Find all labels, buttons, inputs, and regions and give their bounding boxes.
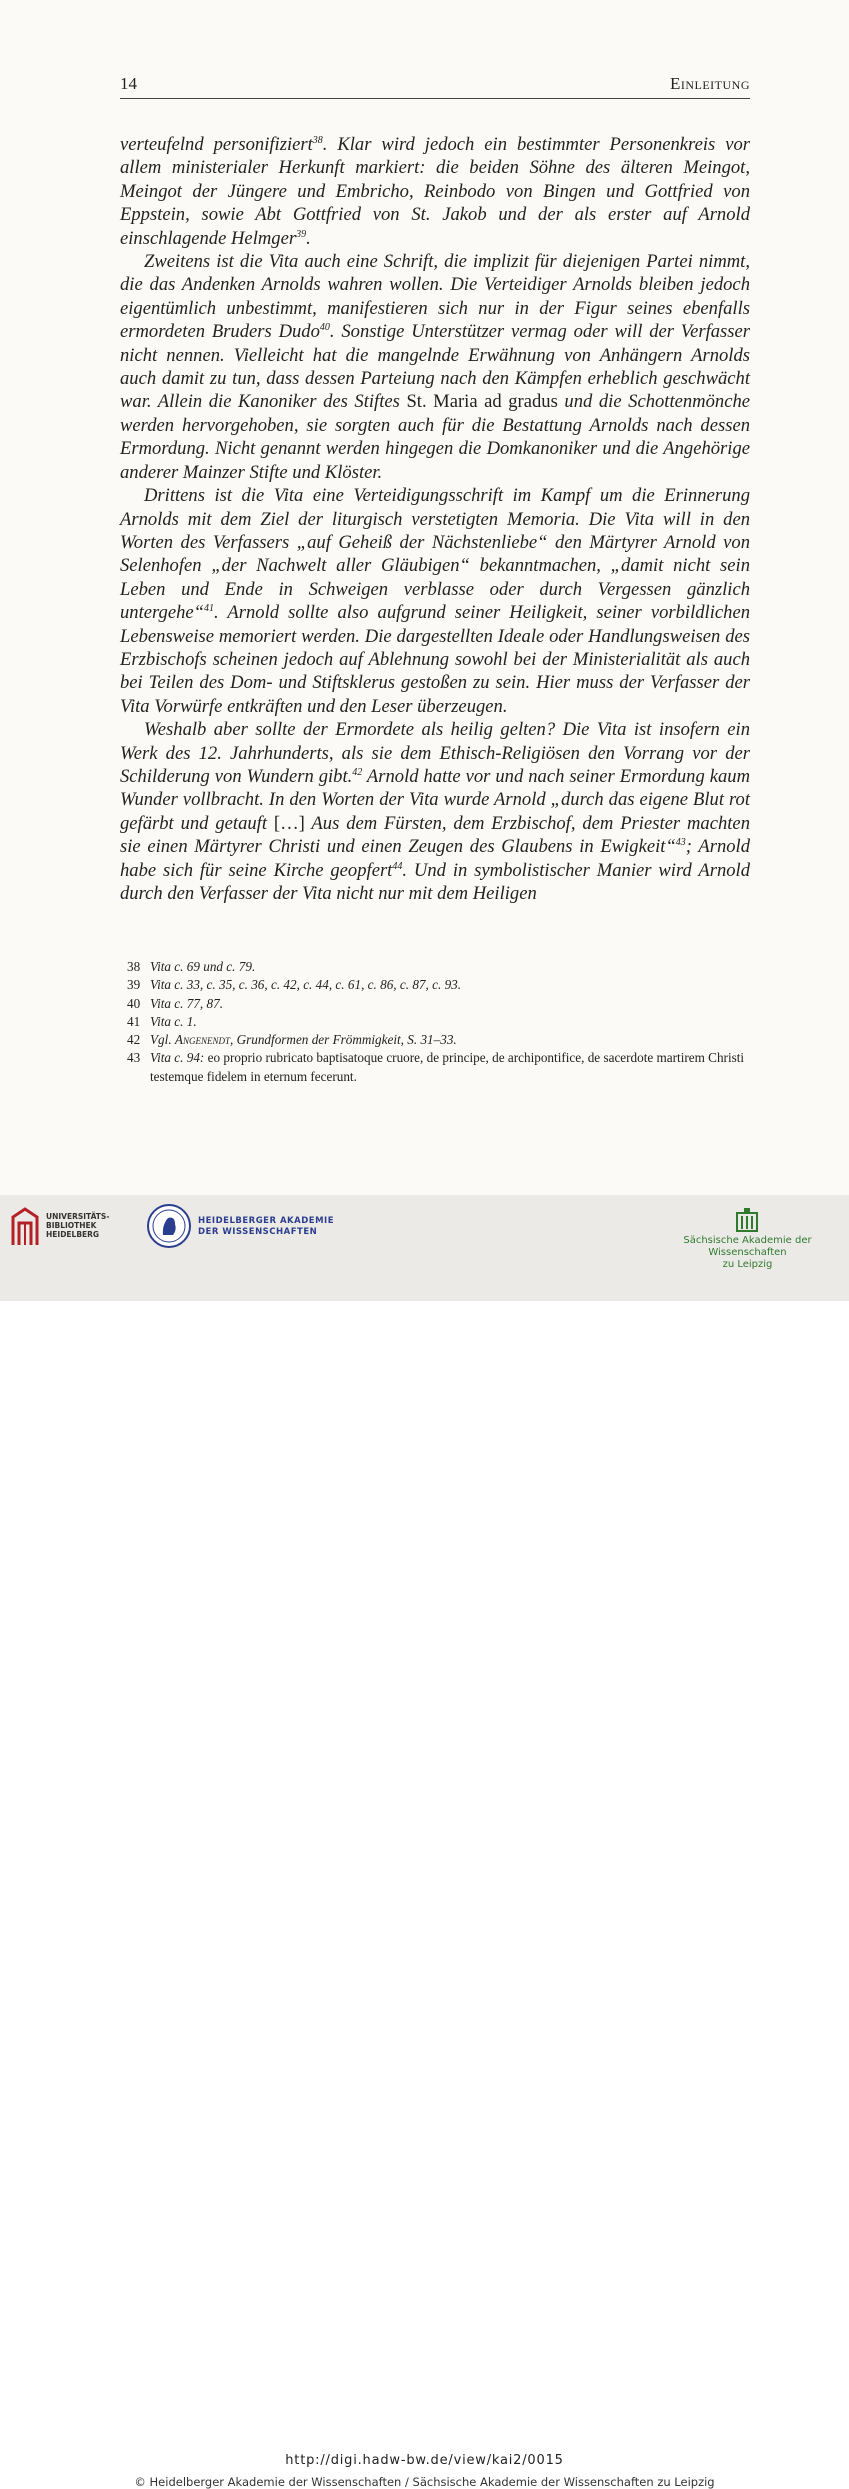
- hadw-logo-text: HEIDELBERGER AKADEMIE DER WISSENSCHAFTEN: [198, 1216, 335, 1237]
- footnote-number: 41: [127, 1013, 141, 1029]
- footnote-ref: 41: [204, 603, 214, 615]
- paragraph-3: [120, 484, 750, 718]
- saw-building-icon: [735, 1207, 759, 1233]
- text-run: . Arnold sollte also aufgrund seiner Heiligkeit, seiner vorbildlichen Lebensweise memoriert werden. Die dargestellten Ideale oder Handlungsweisen des Erzbischofs scheinen jedoch auf Ablehnung sowohl bei der Ministerialität als auch bei Teilen des Dom- und Stiftsklerus gestoßen zu sein. Hier muss der Verfasser der Vita Vorwürfe entkräften und den Leser überzeugen.: [120, 602, 750, 717]
- footnote-author: Angenendt: [174, 1032, 230, 1048]
- footnote-number: 39: [127, 977, 141, 993]
- footnote-number: 40: [127, 995, 141, 1011]
- text-run: Weshalb aber sollte der Ermordete als heilig gelten? Die Vita ist insofern ein Werk des 12. Jahrhunderts, als sie dem Ethisch-Religiösen den Vorrang vor der Schilderung von Wundern gibt.: [120, 719, 750, 787]
- ub-heidelberg-logo[interactable]: [10, 1207, 120, 1247]
- footnote-text: Vita c. 1.: [150, 1013, 197, 1029]
- footnote-text: Vita c. 69 und c. 79.: [150, 959, 256, 974]
- text-run: Arnold hatte vor und nach seiner Ermordung kaum Wunder vollbracht. In den Worten der Vita wurde Arnold „durch das eigene Blut rot gefärbt und getauft: [120, 765, 750, 834]
- text-run: . Klar wird jedoch ein bestimmter Personenkreis vor allem ministerialer Herkunft markiert: die beiden Söhne des älteren Meingot, Meingot der Jüngere und Embricho, Reinbodo von Bingen und Gottfried von Eppstein, sowie Abt Gottfried von St. Jakob und der als erster auf Arnold einschlagende Helmger: [120, 134, 750, 249]
- copyright-notice: © Heidelberger Akademie der Wissenschaften / Sächsische Akademie der Wissenschaften zu Leipzig: [134, 2475, 715, 2489]
- running-head: Einleitung: [669, 74, 750, 93]
- text-run: . Und in symbolistischer Manier wird Arnold durch den Verfasser der Vita nicht nur mit dem Heiligen: [120, 859, 751, 904]
- footnote: [120, 976, 750, 994]
- text-run: Drittens ist die Vita eine Verteidigungsschrift im Kampf um die Erinnerung Arnolds mit dem Ziel der liturgisch verstetigten Memoria. Die Vita will in den Worten des Verfassers „auf Geheiß der Nächstenliebe“ den Märtyrer Arnold von Selenhofen „der Nachwelt aller Gläubigen“ bekanntmachen, „damit nicht sein Leben und Ende in Schweigen verblasse oder durch Vergessen gänzlich untergehe“: [120, 485, 750, 624]
- text-run: Aus dem Fürsten, dem Erzbischof, dem Priester machten sie einen Märtyrer Christi und einen Zeugen des Glaubens in Ewigkeit“: [120, 812, 750, 858]
- footnote: [120, 1031, 750, 1049]
- footnote-ref: 43: [675, 837, 686, 849]
- footnote-number: 42: [127, 1032, 141, 1048]
- footnote: [120, 995, 750, 1013]
- hadw-logo[interactable]: [146, 1203, 346, 1253]
- footer-bar: [0, 1195, 849, 2489]
- ub-logo-text: UNIVERSITÄTS- BIBLIOTHEK HEIDELBERG: [46, 1212, 110, 1239]
- footnote: [120, 1013, 750, 1031]
- text-run: verteufelnd personifiziert: [120, 134, 313, 155]
- footnote-ref: 39: [296, 228, 307, 240]
- footnote-text: , Grundformen der Frömmigkeit, S. 31–33.: [230, 1032, 457, 1048]
- saw-logo-text: Sächsische Akademie der Wissenschaften zu Leipzig: [683, 1235, 812, 1270]
- page-header: [120, 70, 750, 99]
- upright-text: St. Maria ad gradus: [406, 391, 558, 413]
- footnote-ref: 44: [392, 860, 403, 872]
- footnote: [120, 958, 750, 976]
- saw-leipzig-logo[interactable]: [655, 1207, 840, 1270]
- footnote-prefix: Vgl.: [150, 1032, 175, 1048]
- text-run: .: [306, 227, 311, 249]
- source-url[interactable]: http://digi.hadw-bw.de/view/kai2/0015: [285, 2453, 564, 2468]
- footnote-text: Vita c. 33, c. 35, c. 36, c. 42, c. 44, c. 61, c. 86, c. 87, c. 93.: [150, 977, 462, 993]
- footnote-prefix: Vita c. 94:: [150, 1050, 205, 1066]
- text-run: Zweitens ist die Vita auch eine Schrift, die implizit für diejenigen Partei nimmt, die das Andenken Arnolds wahren wollen. Die Verteidiger Arnolds bleiben jedoch eigentümlich unbestimmt, manifestieren sich nur in der Figur seines ebenfalls ermordeten Bruders Dudo: [120, 251, 750, 343]
- book-page: [0, 0, 849, 1195]
- hadw-seal-icon: [146, 1203, 192, 1249]
- paragraph-4: [120, 718, 750, 905]
- footnote-ref: 38: [312, 135, 323, 146]
- text-run: und die Schottenmönche werden hervorgehoben, sie sorgten auch für die Bestattung Arnolds nach dessen Ermordung. Nicht genannt werden hingegen die Domkanoniker und die Angehörige anderer Mainzer Stifte und Klöster.: [120, 391, 751, 483]
- footnote-number: 38: [127, 959, 141, 974]
- footnote-ref: 42: [352, 766, 363, 778]
- paragraph-2: [120, 250, 750, 484]
- page-number: 14: [120, 74, 137, 93]
- footnote-number: 43: [127, 1050, 141, 1066]
- ub-building-icon: [10, 1207, 40, 1247]
- main-text: [120, 133, 750, 905]
- upright-text: […]: [273, 812, 305, 834]
- text-run: . Sonstige Unterstützer vermag oder will der Verfasser nicht nennen. Vielleicht hat die mangelnde Erwähnung von Anhängern Arnolds auch damit zu tun, dass dessen Parteiung nach den Kämpfen erheblich geschwächt war. Allein die Kanoniker des Stiftes: [120, 321, 751, 413]
- footnote-text: eo proprio rubricato baptisatoque cruore, de principe, de archipontifice, de sacerdote martirem Christi testemque fidelem in eternum fecerunt.: [150, 1050, 745, 1084]
- footnote: [120, 1049, 750, 1086]
- text-run: ; Arnold habe sich für seine Kirche geopfert: [120, 836, 750, 881]
- footnote-ref: 40: [319, 322, 330, 334]
- footnote-text: Vita c. 77, 87.: [150, 995, 224, 1011]
- paragraph-1: [120, 133, 750, 250]
- footnotes: [120, 958, 750, 1086]
